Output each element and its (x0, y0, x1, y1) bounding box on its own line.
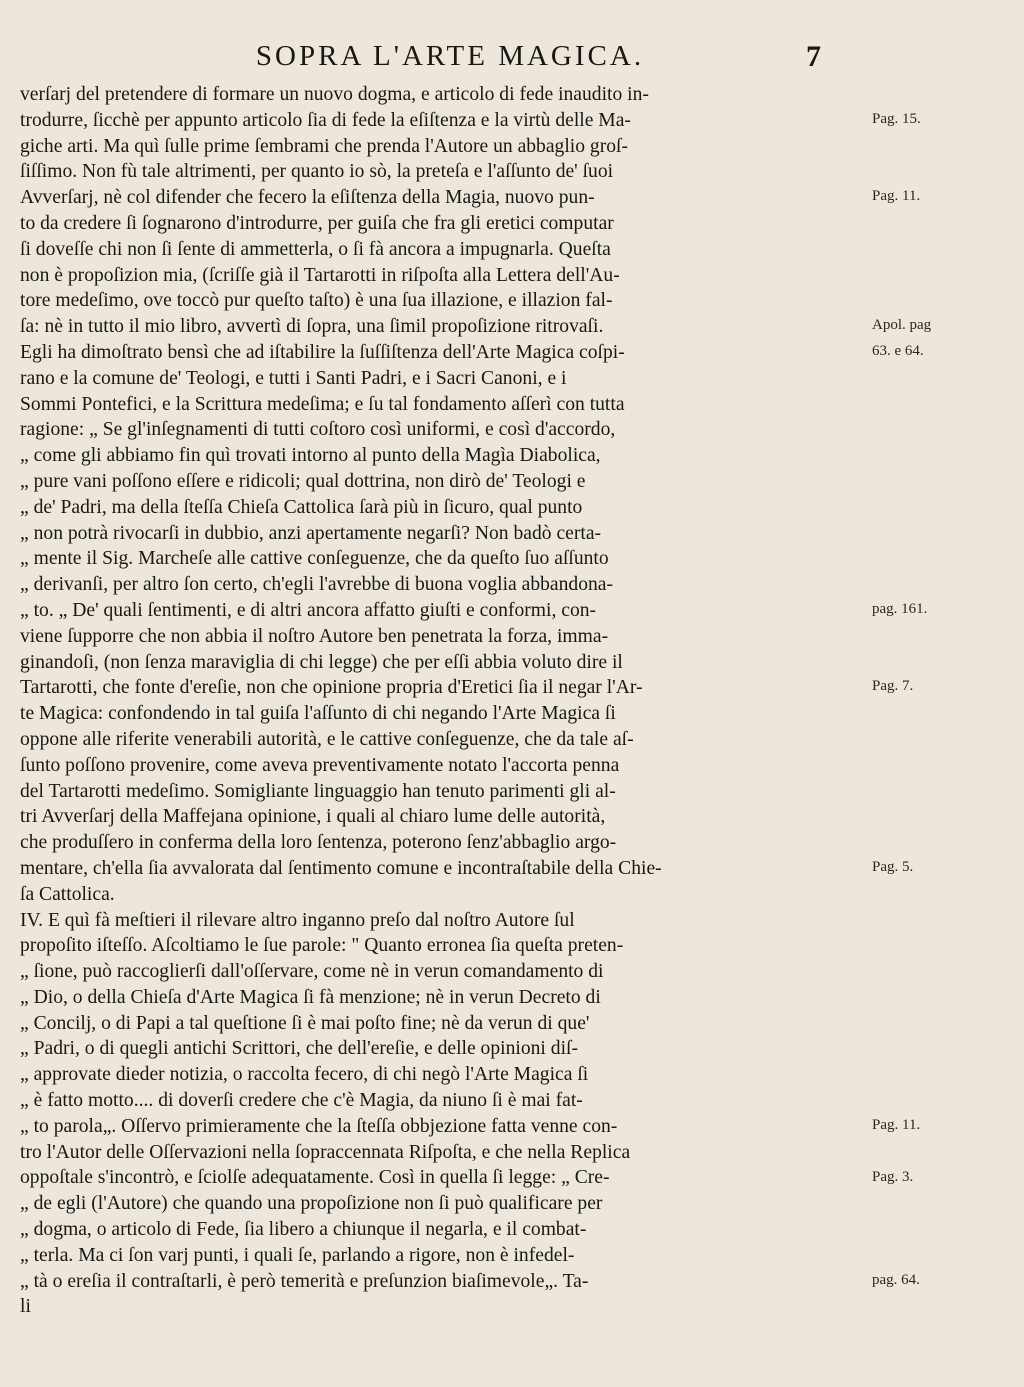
text-line: „ non potrà rivocarſi in dubbio, anzi apertamente negarſi? Non badò certa- (20, 522, 602, 544)
text-line: propoſito iſteſſo. Aſcoltiamo le ſue parole: " Quanto erronea ſia queſta preten- (20, 935, 624, 957)
page-header (0, 40, 1024, 80)
text-line: „ approvate dieder notizia, o raccolta fecero, di chi negò l'Arte Magica ſi (20, 1064, 589, 1086)
text-line: verſarj del pretendere di formare un nuovo dogma, e articolo di fede inaudito in- (20, 84, 649, 105)
text-line: viene ſupporre che non abbia il noſtro Autore ben penetrata la forza, imma- (20, 625, 609, 647)
text-line: tro l'Autor delle Oſſervazioni nella ſopraccennata Riſpoſta, e che nella Replica (20, 1141, 631, 1163)
text-line: „ derivanſi, per altro ſon certo, ch'egli l'avrebbe di buona voglia abbandona- (20, 574, 614, 596)
text-line: ſa Cattolica. (20, 883, 115, 905)
margin-note: Pag. 11. (872, 1117, 921, 1133)
margin-note: Apol. pag (872, 317, 932, 334)
text-line: oppone alle riferite venerabili autorità, e le cattive conſeguenze, che da tale aſ- (20, 728, 634, 750)
margin-note: Pag. 3. (872, 1168, 914, 1185)
text-line: „ to parola„. Oſſervo primieramente che la ſteſſa obbjezione fatta venne con- (20, 1115, 618, 1137)
margin-note: Pag. 5. (872, 859, 914, 875)
text-line: „ mente il Sig. Marcheſe alle cattive conſeguenze, che da queſto ſuo aſſunto (20, 548, 609, 570)
running-head: SOPRA L'ARTE MAGICA. (255, 40, 645, 72)
text-line: „ tà o ereſia il contraſtarli, è però temerità e preſunzion biaſimevole„. Ta- (20, 1270, 589, 1292)
text-line: „ come gli abbiamo fin quì trovati intorno al punto della Magìa Diabolica, (20, 445, 601, 467)
text-line: „ to. „ De' quali ſentimenti, e di altri ancora affatto giuſti e conformi, con- (20, 599, 597, 621)
text-line: „ è fatto motto.... di doverſi credere che c'è Magia, da niuno ſi è mai fat- (20, 1090, 583, 1112)
text-line: tri Avverſarj della Maffejana opinione, i quali al chiaro lume delle autorità, (20, 806, 606, 828)
margin-note: Pag. 7. (872, 678, 914, 695)
text-line: „ terla. Ma ci ſon varj punti, i quali ſe, parlando a rigore, non è infedel- (20, 1244, 575, 1266)
text-line: ſiſſimo. Non fù tale altrimenti, per quanto io sò, la preteſa e l'aſſunto de' ſuoi (20, 161, 614, 183)
text-line: „ Dio, o della Chieſa d'Arte Magica ſi fà menzione; nè in verun Decreto di (20, 986, 601, 1008)
body-text (20, 82, 870, 1320)
text-line: te Magica: confondendo in tal guiſa l'aſſunto di chi negando l'Arte Magica ſi (20, 703, 616, 725)
text-line: „ dogma, o articolo di Fede, ſia libero a chiunque il negarla, e il combat- (20, 1219, 587, 1241)
text-line: to da credere ſi ſognarono d'introdurre, per guiſa che fra gli eretici computar (20, 212, 614, 234)
text-line: tore medeſimo, ove toccò pur queſto taſto) è una ſua illazione, e illazion fal- (20, 290, 613, 312)
text-line: trodurre, ſicchè per appunto articolo ſia di fede la eſiſtenza e la virtù delle Ma- (20, 109, 631, 131)
text-line: Tartarotti, che fonte d'ereſie, non che opinione propria d'Eretici ſia il negar l'Ar- (20, 677, 643, 699)
text-line: giche arti. Ma quì ſulle prime ſembrami che prenda l'Autore un abbaglio groſ- (20, 135, 629, 157)
text-line: li (20, 1296, 31, 1318)
text-line: mentare, ch'ella ſia avvalorata dal ſentimento comune e incontraſtabile della Chie- (20, 857, 662, 879)
text-line: del Tartarotti medeſimo. Somigliante linguaggio han tenuto parimenti gli al- (20, 780, 616, 802)
text-line: Avverſarj, nè col difender che fecero la eſiſtenza della Magia, nuovo pun- (20, 187, 595, 209)
text-line: Egli ha dimoſtrato bensì che ad iſtabilire la ſuſſiſtenza dell'Arte Magica coſpi- (20, 341, 625, 363)
margin-note: pag. 64. (872, 1271, 920, 1288)
text-line: rano e la comune de' Teologi, e tutti i Santi Padri, e i Sacri Canoni, e i (20, 367, 567, 389)
text-line: „ ſione, può raccoglierſi dall'oſſervare, come nè in verun comandamento di (20, 961, 604, 983)
text-line: „ de' Padri, ma della ſteſſa Chieſa Cattolica ſarà più in ſicuro, qual punto (20, 496, 583, 518)
text-line: ſi doveſſe chi non ſi ſente di ammetterla, o ſi fà ancora a impugnarla. Queſta (20, 238, 611, 260)
margin-note: 63. e 64. (872, 343, 924, 359)
text-line: non è propoſizion mia, (ſcriſſe già il Tartarotti in riſpoſta alla Lettera dell'Au- (20, 264, 620, 286)
text-line: ſa: nè in tutto il mio libro, avvertì di ſopra, una ſimil propoſizione ritrovaſi. (20, 316, 604, 338)
margin-note: Pag. 11. (872, 188, 921, 205)
page-number: 7 (806, 40, 821, 73)
text-line: che produſſero in conferma della loro ſentenza, poterono ſenz'abbaglio argo- (20, 832, 617, 854)
text-line: oppoſtale s'incontrò, e ſciolſe adequatamente. Così in quella ſi legge: „ Cre- (20, 1167, 610, 1189)
text-line: „ de egli (l'Autore) che quando una propoſizione non ſi può qualificare per (20, 1193, 603, 1215)
text-line: „ Padri, o di quegli antichi Scrittori, che dell'ereſie, e delle opinioni diſ- (20, 1038, 578, 1060)
text-line: ginandoſi, (non ſenza maraviglia di chi legge) che per eſſi abbia voluto dire il (20, 651, 623, 673)
margin-note: pag. 161. (872, 601, 928, 617)
text-line: „ Concilj, o di Papi a tal queſtione ſi è mai poſto fine; nè da verun di que' (20, 1012, 590, 1034)
margin-note: Pag. 15. (872, 110, 921, 127)
text-line: „ pure vani poſſono eſſere e ridicoli; qual dottrina, non dirò de' Teologi e (20, 470, 586, 492)
text-line: ſunto poſſono provenire, come aveva preventivamente notato l'accorta penna (20, 754, 620, 776)
text-line: IV. E quì fà meſtieri il rilevare altro inganno preſo dal noſtro Autore ſul (20, 909, 575, 931)
text-line: ragione: „ Se gl'inſegnamenti di tutti coſtoro così uniformi, e così d'accordo, (20, 419, 616, 441)
text-line: Sommi Pontefici, e la Scrittura medeſima; e ſu tal fondamento aſſerì con tutta (20, 393, 625, 415)
